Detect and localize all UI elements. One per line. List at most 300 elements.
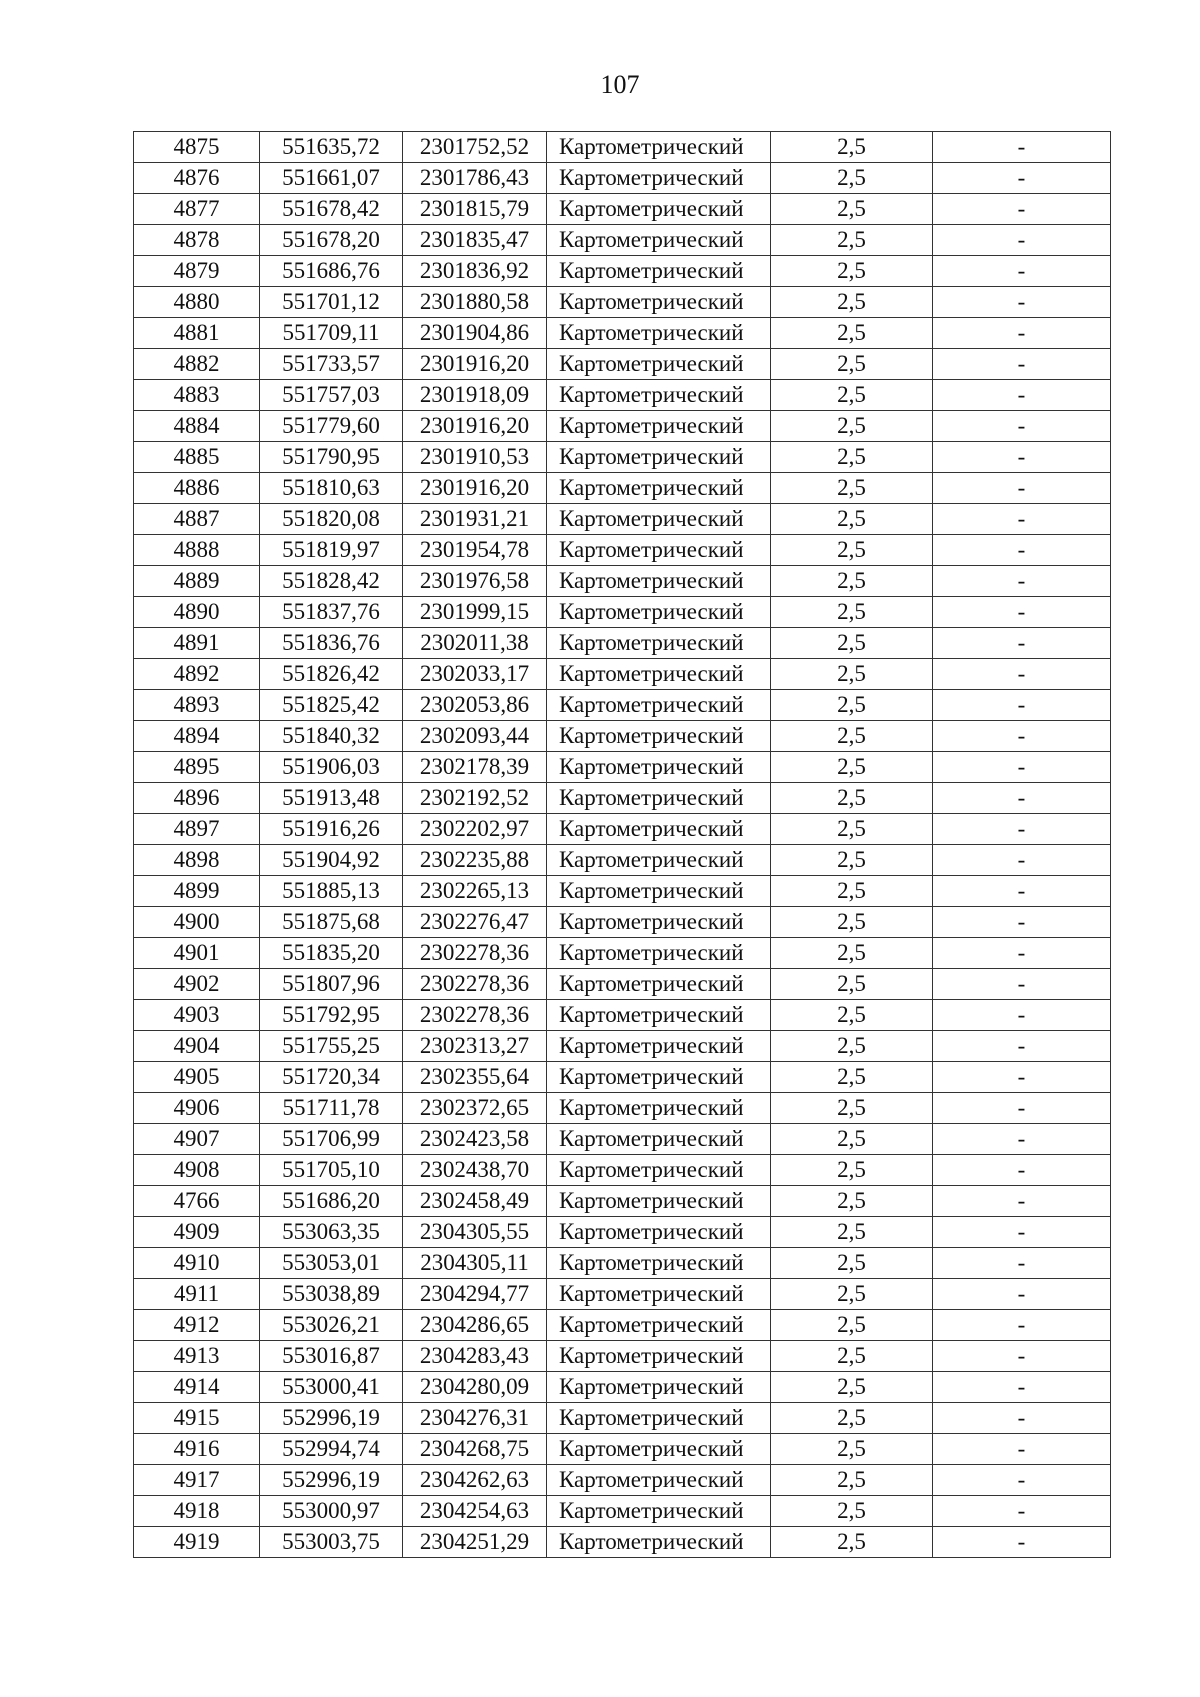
description-cell: -	[933, 907, 1111, 938]
x-coordinate-cell: 551779,60	[260, 411, 403, 442]
method-cell: Картометрический	[547, 659, 771, 690]
accuracy-cell: 2,5	[771, 1279, 933, 1310]
accuracy-cell: 2,5	[771, 1403, 933, 1434]
description-cell: -	[933, 349, 1111, 380]
method-cell: Картометрический	[547, 566, 771, 597]
y-coordinate-cell: 2301916,20	[403, 411, 547, 442]
method-cell: Картометрический	[547, 1527, 771, 1558]
x-coordinate-cell: 551733,57	[260, 349, 403, 380]
y-coordinate-cell: 2302235,88	[403, 845, 547, 876]
accuracy-cell: 2,5	[771, 1496, 933, 1527]
accuracy-cell: 2,5	[771, 597, 933, 628]
method-cell: Картометрический	[547, 690, 771, 721]
description-cell: -	[933, 876, 1111, 907]
description-cell: -	[933, 969, 1111, 1000]
method-cell: Картометрический	[547, 876, 771, 907]
accuracy-cell: 2,5	[771, 566, 933, 597]
method-cell: Картометрический	[547, 597, 771, 628]
description-cell: -	[933, 1310, 1111, 1341]
accuracy-cell: 2,5	[771, 163, 933, 194]
point-number-cell: 4898	[134, 845, 260, 876]
y-coordinate-cell: 2301815,79	[403, 194, 547, 225]
accuracy-cell: 2,5	[771, 1031, 933, 1062]
method-cell: Картометрический	[547, 411, 771, 442]
point-number-cell: 4899	[134, 876, 260, 907]
x-coordinate-cell: 551661,07	[260, 163, 403, 194]
table-row	[134, 845, 1111, 876]
x-coordinate-cell: 551678,20	[260, 225, 403, 256]
y-coordinate-cell: 2304286,65	[403, 1310, 547, 1341]
description-cell: -	[933, 1372, 1111, 1403]
page-number: 107	[600, 70, 640, 99]
description-cell: -	[933, 628, 1111, 659]
x-coordinate-cell: 551686,20	[260, 1186, 403, 1217]
point-number-cell: 4890	[134, 597, 260, 628]
accuracy-cell: 2,5	[771, 1527, 933, 1558]
accuracy-cell: 2,5	[771, 1372, 933, 1403]
x-coordinate-cell: 553053,01	[260, 1248, 403, 1279]
point-number-cell: 4910	[134, 1248, 260, 1279]
method-cell: Картометрический	[547, 1279, 771, 1310]
method-cell: Картометрический	[547, 1341, 771, 1372]
y-coordinate-cell: 2301752,52	[403, 132, 547, 163]
description-cell: -	[933, 1155, 1111, 1186]
table-row	[134, 1062, 1111, 1093]
accuracy-cell: 2,5	[771, 907, 933, 938]
x-coordinate-cell: 553063,35	[260, 1217, 403, 1248]
x-coordinate-cell: 551720,34	[260, 1062, 403, 1093]
table-row	[134, 969, 1111, 1000]
table-row	[134, 1341, 1111, 1372]
y-coordinate-cell: 2302178,39	[403, 752, 547, 783]
description-cell: -	[933, 659, 1111, 690]
description-cell: -	[933, 938, 1111, 969]
method-cell: Картометрический	[547, 907, 771, 938]
point-number-cell: 4885	[134, 442, 260, 473]
point-number-cell: 4900	[134, 907, 260, 938]
x-coordinate-cell: 551906,03	[260, 752, 403, 783]
method-cell: Картометрический	[547, 1310, 771, 1341]
table-row	[134, 318, 1111, 349]
table-row	[134, 287, 1111, 318]
table-row	[134, 1248, 1111, 1279]
y-coordinate-cell: 2302458,49	[403, 1186, 547, 1217]
accuracy-cell: 2,5	[771, 690, 933, 721]
point-number-cell: 4919	[134, 1527, 260, 1558]
point-number-cell: 4906	[134, 1093, 260, 1124]
method-cell: Картометрический	[547, 845, 771, 876]
point-number-cell: 4917	[134, 1465, 260, 1496]
accuracy-cell: 2,5	[771, 349, 933, 380]
x-coordinate-cell: 551807,96	[260, 969, 403, 1000]
table-row	[134, 1000, 1111, 1031]
method-cell: Картометрический	[547, 1093, 771, 1124]
y-coordinate-cell: 2301910,53	[403, 442, 547, 473]
method-cell: Картометрический	[547, 380, 771, 411]
point-number-cell: 4884	[134, 411, 260, 442]
method-cell: Картометрический	[547, 1155, 771, 1186]
point-number-cell: 4891	[134, 628, 260, 659]
method-cell: Картометрический	[547, 938, 771, 969]
description-cell: -	[933, 783, 1111, 814]
table-row	[134, 1465, 1111, 1496]
accuracy-cell: 2,5	[771, 969, 933, 1000]
table-row	[134, 566, 1111, 597]
y-coordinate-cell: 2302278,36	[403, 938, 547, 969]
method-cell: Картометрический	[547, 721, 771, 752]
point-number-cell: 4886	[134, 473, 260, 504]
description-cell: -	[933, 1465, 1111, 1496]
description-cell: -	[933, 1496, 1111, 1527]
point-number-cell: 4904	[134, 1031, 260, 1062]
method-cell: Картометрический	[547, 318, 771, 349]
description-cell: -	[933, 1248, 1111, 1279]
point-number-cell: 4905	[134, 1062, 260, 1093]
y-coordinate-cell: 2302423,58	[403, 1124, 547, 1155]
point-number-cell: 4916	[134, 1434, 260, 1465]
x-coordinate-cell: 551835,20	[260, 938, 403, 969]
y-coordinate-cell: 2304268,75	[403, 1434, 547, 1465]
table-row	[134, 876, 1111, 907]
point-number-cell: 4915	[134, 1403, 260, 1434]
y-coordinate-cell: 2304283,43	[403, 1341, 547, 1372]
description-cell: -	[933, 256, 1111, 287]
accuracy-cell: 2,5	[771, 442, 933, 473]
y-coordinate-cell: 2301976,58	[403, 566, 547, 597]
table-row	[134, 380, 1111, 411]
x-coordinate-cell: 551819,97	[260, 535, 403, 566]
table-row	[134, 690, 1111, 721]
accuracy-cell: 2,5	[771, 721, 933, 752]
accuracy-cell: 2,5	[771, 1124, 933, 1155]
table-row	[134, 132, 1111, 163]
description-cell: -	[933, 535, 1111, 566]
x-coordinate-cell: 553038,89	[260, 1279, 403, 1310]
method-cell: Картометрический	[547, 1000, 771, 1031]
table-row	[134, 1310, 1111, 1341]
method-cell: Картометрический	[547, 1186, 771, 1217]
y-coordinate-cell: 2302202,97	[403, 814, 547, 845]
accuracy-cell: 2,5	[771, 473, 933, 504]
description-cell: -	[933, 504, 1111, 535]
accuracy-cell: 2,5	[771, 380, 933, 411]
description-cell: -	[933, 690, 1111, 721]
description-cell: -	[933, 473, 1111, 504]
table-row	[134, 535, 1111, 566]
table-row	[134, 1372, 1111, 1403]
y-coordinate-cell: 2302011,38	[403, 628, 547, 659]
y-coordinate-cell: 2304280,09	[403, 1372, 547, 1403]
point-number-cell: 4883	[134, 380, 260, 411]
point-number-cell: 4912	[134, 1310, 260, 1341]
point-number-cell: 4877	[134, 194, 260, 225]
accuracy-cell: 2,5	[771, 132, 933, 163]
x-coordinate-cell: 551792,95	[260, 1000, 403, 1031]
y-coordinate-cell: 2302438,70	[403, 1155, 547, 1186]
method-cell: Картометрический	[547, 504, 771, 535]
table-row	[134, 1434, 1111, 1465]
method-cell: Картометрический	[547, 1124, 771, 1155]
point-number-cell: 4895	[134, 752, 260, 783]
point-number-cell: 4893	[134, 690, 260, 721]
table-row	[134, 1093, 1111, 1124]
x-coordinate-cell: 551885,13	[260, 876, 403, 907]
method-cell: Картометрический	[547, 969, 771, 1000]
x-coordinate-cell: 552996,19	[260, 1403, 403, 1434]
y-coordinate-cell: 2304262,63	[403, 1465, 547, 1496]
method-cell: Картометрический	[547, 535, 771, 566]
point-number-cell: 4909	[134, 1217, 260, 1248]
y-coordinate-cell: 2302278,36	[403, 1000, 547, 1031]
table-row	[134, 1031, 1111, 1062]
y-coordinate-cell: 2301918,09	[403, 380, 547, 411]
description-cell: -	[933, 132, 1111, 163]
x-coordinate-cell: 551904,92	[260, 845, 403, 876]
method-cell: Картометрический	[547, 628, 771, 659]
y-coordinate-cell: 2302276,47	[403, 907, 547, 938]
point-number-cell: 4876	[134, 163, 260, 194]
point-number-cell: 4896	[134, 783, 260, 814]
y-coordinate-cell: 2302313,27	[403, 1031, 547, 1062]
method-cell: Картометрический	[547, 132, 771, 163]
y-coordinate-cell: 2301916,20	[403, 473, 547, 504]
accuracy-cell: 2,5	[771, 1186, 933, 1217]
x-coordinate-cell: 551678,42	[260, 194, 403, 225]
x-coordinate-cell: 551840,32	[260, 721, 403, 752]
description-cell: -	[933, 752, 1111, 783]
y-coordinate-cell: 2302265,13	[403, 876, 547, 907]
table-row	[134, 442, 1111, 473]
accuracy-cell: 2,5	[771, 535, 933, 566]
description-cell: -	[933, 814, 1111, 845]
description-cell: -	[933, 1062, 1111, 1093]
accuracy-cell: 2,5	[771, 256, 933, 287]
description-cell: -	[933, 1341, 1111, 1372]
y-coordinate-cell: 2301836,92	[403, 256, 547, 287]
y-coordinate-cell: 2302033,17	[403, 659, 547, 690]
y-coordinate-cell: 2302372,65	[403, 1093, 547, 1124]
table-row	[134, 256, 1111, 287]
method-cell: Картометрический	[547, 1062, 771, 1093]
x-coordinate-cell: 551820,08	[260, 504, 403, 535]
method-cell: Картометрический	[547, 752, 771, 783]
coordinates-table-body	[134, 132, 1111, 1558]
table-row	[134, 721, 1111, 752]
point-number-cell: 4887	[134, 504, 260, 535]
y-coordinate-cell: 2301931,21	[403, 504, 547, 535]
point-number-cell: 4894	[134, 721, 260, 752]
description-cell: -	[933, 1031, 1111, 1062]
accuracy-cell: 2,5	[771, 318, 933, 349]
x-coordinate-cell: 551810,63	[260, 473, 403, 504]
point-number-cell: 4881	[134, 318, 260, 349]
table-row	[134, 349, 1111, 380]
description-cell: -	[933, 411, 1111, 442]
table-row	[134, 907, 1111, 938]
x-coordinate-cell: 553003,75	[260, 1527, 403, 1558]
method-cell: Картометрический	[547, 287, 771, 318]
accuracy-cell: 2,5	[771, 1434, 933, 1465]
x-coordinate-cell: 551755,25	[260, 1031, 403, 1062]
method-cell: Картометрический	[547, 783, 771, 814]
y-coordinate-cell: 2304294,77	[403, 1279, 547, 1310]
method-cell: Картометрический	[547, 349, 771, 380]
description-cell: -	[933, 287, 1111, 318]
point-number-cell: 4913	[134, 1341, 260, 1372]
description-cell: -	[933, 845, 1111, 876]
x-coordinate-cell: 551701,12	[260, 287, 403, 318]
y-coordinate-cell: 2301999,15	[403, 597, 547, 628]
method-cell: Картометрический	[547, 1434, 771, 1465]
x-coordinate-cell: 553016,87	[260, 1341, 403, 1372]
table-row	[134, 194, 1111, 225]
x-coordinate-cell: 551828,42	[260, 566, 403, 597]
description-cell: -	[933, 163, 1111, 194]
description-cell: -	[933, 1217, 1111, 1248]
accuracy-cell: 2,5	[771, 783, 933, 814]
method-cell: Картометрический	[547, 814, 771, 845]
point-number-cell: 4892	[134, 659, 260, 690]
x-coordinate-cell: 551916,26	[260, 814, 403, 845]
table-row	[134, 752, 1111, 783]
point-number-cell: 4914	[134, 1372, 260, 1403]
x-coordinate-cell: 551709,11	[260, 318, 403, 349]
description-cell: -	[933, 225, 1111, 256]
method-cell: Картометрический	[547, 473, 771, 504]
table-row	[134, 411, 1111, 442]
y-coordinate-cell: 2304251,29	[403, 1527, 547, 1558]
point-number-cell: 4897	[134, 814, 260, 845]
accuracy-cell: 2,5	[771, 225, 933, 256]
x-coordinate-cell: 551826,42	[260, 659, 403, 690]
coordinates-table	[133, 131, 1111, 1558]
point-number-cell: 4879	[134, 256, 260, 287]
point-number-cell: 4901	[134, 938, 260, 969]
accuracy-cell: 2,5	[771, 1341, 933, 1372]
description-cell: -	[933, 1279, 1111, 1310]
description-cell: -	[933, 1434, 1111, 1465]
y-coordinate-cell: 2301916,20	[403, 349, 547, 380]
x-coordinate-cell: 553000,41	[260, 1372, 403, 1403]
x-coordinate-cell: 551686,76	[260, 256, 403, 287]
y-coordinate-cell: 2302192,52	[403, 783, 547, 814]
description-cell: -	[933, 597, 1111, 628]
description-cell: -	[933, 194, 1111, 225]
point-number-cell: 4878	[134, 225, 260, 256]
point-number-cell: 4888	[134, 535, 260, 566]
point-number-cell: 4908	[134, 1155, 260, 1186]
accuracy-cell: 2,5	[771, 1465, 933, 1496]
accuracy-cell: 2,5	[771, 845, 933, 876]
point-number-cell: 4903	[134, 1000, 260, 1031]
method-cell: Картометрический	[547, 225, 771, 256]
accuracy-cell: 2,5	[771, 504, 933, 535]
y-coordinate-cell: 2304276,31	[403, 1403, 547, 1434]
description-cell: -	[933, 442, 1111, 473]
accuracy-cell: 2,5	[771, 876, 933, 907]
accuracy-cell: 2,5	[771, 194, 933, 225]
table-row	[134, 1124, 1111, 1155]
point-number-cell: 4907	[134, 1124, 260, 1155]
accuracy-cell: 2,5	[771, 1248, 933, 1279]
description-cell: -	[933, 1093, 1111, 1124]
point-number-cell: 4889	[134, 566, 260, 597]
accuracy-cell: 2,5	[771, 1093, 933, 1124]
table-row	[134, 163, 1111, 194]
description-cell: -	[933, 1186, 1111, 1217]
point-number-cell: 4882	[134, 349, 260, 380]
x-coordinate-cell: 551837,76	[260, 597, 403, 628]
accuracy-cell: 2,5	[771, 814, 933, 845]
point-number-cell: 4875	[134, 132, 260, 163]
x-coordinate-cell: 553000,97	[260, 1496, 403, 1527]
table-row	[134, 1155, 1111, 1186]
y-coordinate-cell: 2302053,86	[403, 690, 547, 721]
table-row	[134, 938, 1111, 969]
method-cell: Картометрический	[547, 1465, 771, 1496]
x-coordinate-cell: 551705,10	[260, 1155, 403, 1186]
accuracy-cell: 2,5	[771, 411, 933, 442]
table-row	[134, 783, 1111, 814]
table-row	[134, 1217, 1111, 1248]
y-coordinate-cell: 2301954,78	[403, 535, 547, 566]
table-row	[134, 659, 1111, 690]
table-row	[134, 628, 1111, 659]
x-coordinate-cell: 551875,68	[260, 907, 403, 938]
x-coordinate-cell: 553026,21	[260, 1310, 403, 1341]
x-coordinate-cell: 551757,03	[260, 380, 403, 411]
y-coordinate-cell: 2302278,36	[403, 969, 547, 1000]
y-coordinate-cell: 2304254,63	[403, 1496, 547, 1527]
accuracy-cell: 2,5	[771, 938, 933, 969]
y-coordinate-cell: 2304305,11	[403, 1248, 547, 1279]
table-row	[134, 1527, 1111, 1558]
x-coordinate-cell: 552996,19	[260, 1465, 403, 1496]
description-cell: -	[933, 721, 1111, 752]
description-cell: -	[933, 1124, 1111, 1155]
accuracy-cell: 2,5	[771, 1310, 933, 1341]
accuracy-cell: 2,5	[771, 287, 933, 318]
x-coordinate-cell: 552994,74	[260, 1434, 403, 1465]
method-cell: Картометрический	[547, 442, 771, 473]
point-number-cell: 4766	[134, 1186, 260, 1217]
table-row	[134, 473, 1111, 504]
method-cell: Картометрический	[547, 1496, 771, 1527]
description-cell: -	[933, 318, 1111, 349]
point-number-cell: 4918	[134, 1496, 260, 1527]
table-row	[134, 1186, 1111, 1217]
description-cell: -	[933, 380, 1111, 411]
description-cell: -	[933, 566, 1111, 597]
table-row	[134, 1279, 1111, 1310]
accuracy-cell: 2,5	[771, 1217, 933, 1248]
accuracy-cell: 2,5	[771, 1000, 933, 1031]
point-number-cell: 4911	[134, 1279, 260, 1310]
x-coordinate-cell: 551913,48	[260, 783, 403, 814]
x-coordinate-cell: 551635,72	[260, 132, 403, 163]
method-cell: Картометрический	[547, 1031, 771, 1062]
description-cell: -	[933, 1000, 1111, 1031]
point-number-cell: 4902	[134, 969, 260, 1000]
table-row	[134, 225, 1111, 256]
point-number-cell: 4880	[134, 287, 260, 318]
accuracy-cell: 2,5	[771, 1155, 933, 1186]
accuracy-cell: 2,5	[771, 752, 933, 783]
method-cell: Картометрический	[547, 163, 771, 194]
method-cell: Картометрический	[547, 256, 771, 287]
method-cell: Картометрический	[547, 194, 771, 225]
description-cell: -	[933, 1527, 1111, 1558]
